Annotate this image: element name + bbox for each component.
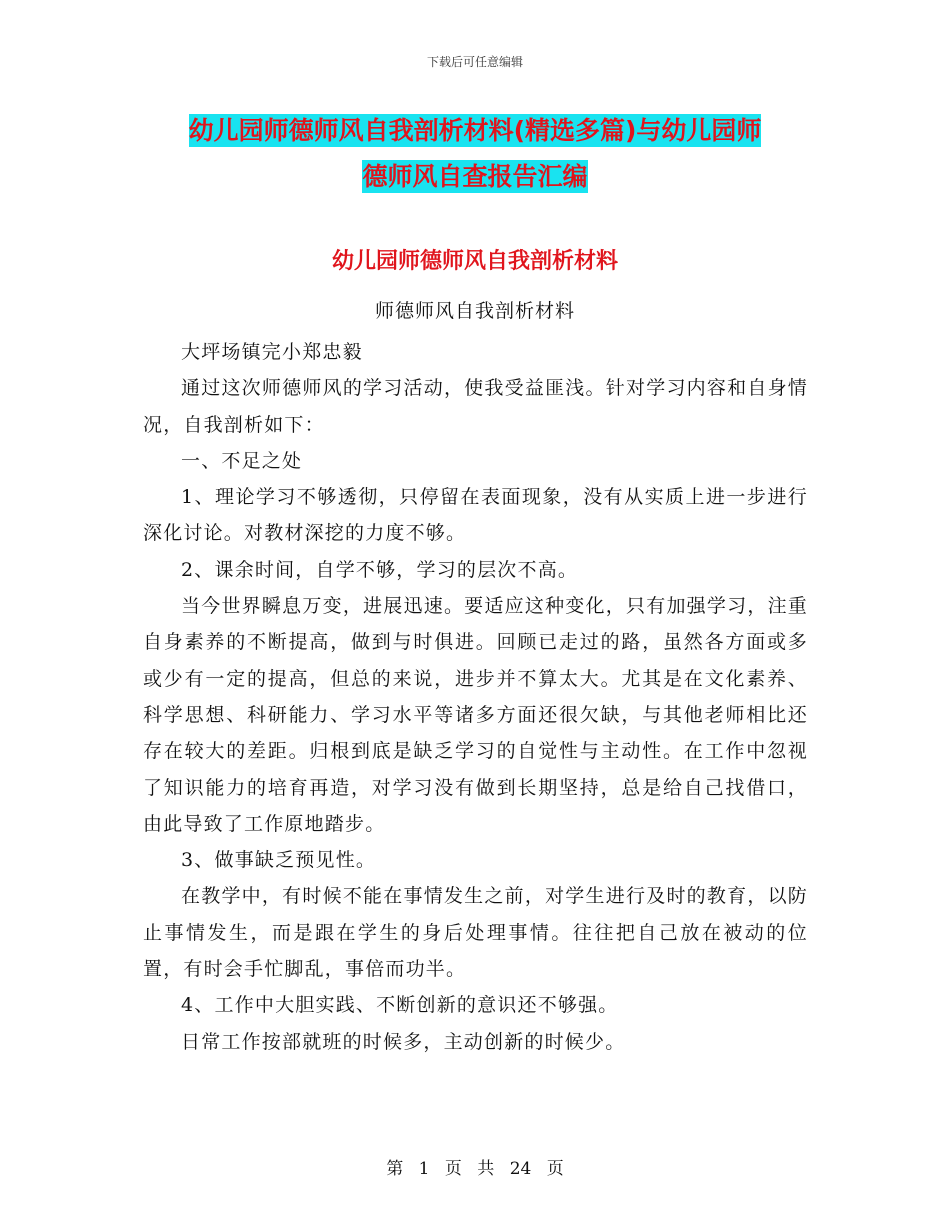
paragraph: 在教学中，有时候不能在事情发生之前，对学生进行及时的教育，以防止事情发生，而是跟在学生的身后处理事情。往往把自己放在被动的位置，有时会手忙脚乱，事倍而功半。 bbox=[143, 885, 808, 981]
header-note: 下载后可任意编辑 bbox=[426, 55, 523, 69]
paragraph: 当今世界瞬息万变，进展迅速。要适应这种变化，只有加强学习，注重自身素养的不断提高，做到与时俱进。回顾已走过的路，虽然各方面或多或少有一定的提高，但总的来说，进步并不算太大。尤其是在文化素养、科学思想、科研能力、学习水平等诸多方面还很欠缺，与其他老师相比还存在较大的差距。归根到底是缺乏学习的自觉性与主动性。在工作中忽视了知识能力的培育再造，对学习没有做到长期坚持，总是给自己找借口，由此导致了工作原地踏步。 bbox=[143, 595, 808, 835]
section-title: 幼儿园师德师风自我剖析材料 bbox=[331, 249, 618, 274]
footer-total-word: 共 bbox=[477, 1159, 495, 1179]
footer-page-word: 页 bbox=[444, 1159, 462, 1179]
author-line: 大坪场镇完小郑忠毅 bbox=[181, 341, 363, 363]
paragraph: 3、做事缺乏预见性。 bbox=[181, 849, 377, 872]
title-line-2: 德师风自查报告汇编 bbox=[362, 162, 588, 191]
footer-page-number: 1 bbox=[418, 1159, 430, 1179]
page-footer bbox=[0, 1154, 950, 1179]
paragraph: 日常工作按部就班的时候多，主动创新的时候少。 bbox=[181, 1030, 626, 1053]
paragraph: 1、理论学习不够透彻，只停留在表面现象，没有从实质上进一步进行深化讨论。对教材深挖的力度不够。 bbox=[143, 486, 808, 545]
subtitle: 师德师风自我剖析材料 bbox=[374, 300, 575, 322]
paragraph: 4、工作中大胆实践、不断创新的意识还不够强。 bbox=[181, 994, 619, 1017]
document-body bbox=[143, 334, 808, 1060]
footer-suffix: 页 bbox=[546, 1159, 564, 1179]
paragraph: 2、课余时间，自学不够，学习的层次不高。 bbox=[181, 558, 579, 581]
title-line-1: 幼儿园师德师风自我剖析材料(精选多篇)与幼儿园师 bbox=[188, 116, 762, 145]
document-title bbox=[0, 108, 950, 200]
heading-shortcomings: 一、不足之处 bbox=[181, 449, 303, 472]
paragraph: 通过这次师德师风的学习活动，使我受益匪浅。针对学习内容和自身情况，自我剖析如下： bbox=[143, 377, 808, 436]
footer-prefix: 第 bbox=[386, 1159, 404, 1179]
footer-total-pages: 24 bbox=[509, 1159, 532, 1179]
